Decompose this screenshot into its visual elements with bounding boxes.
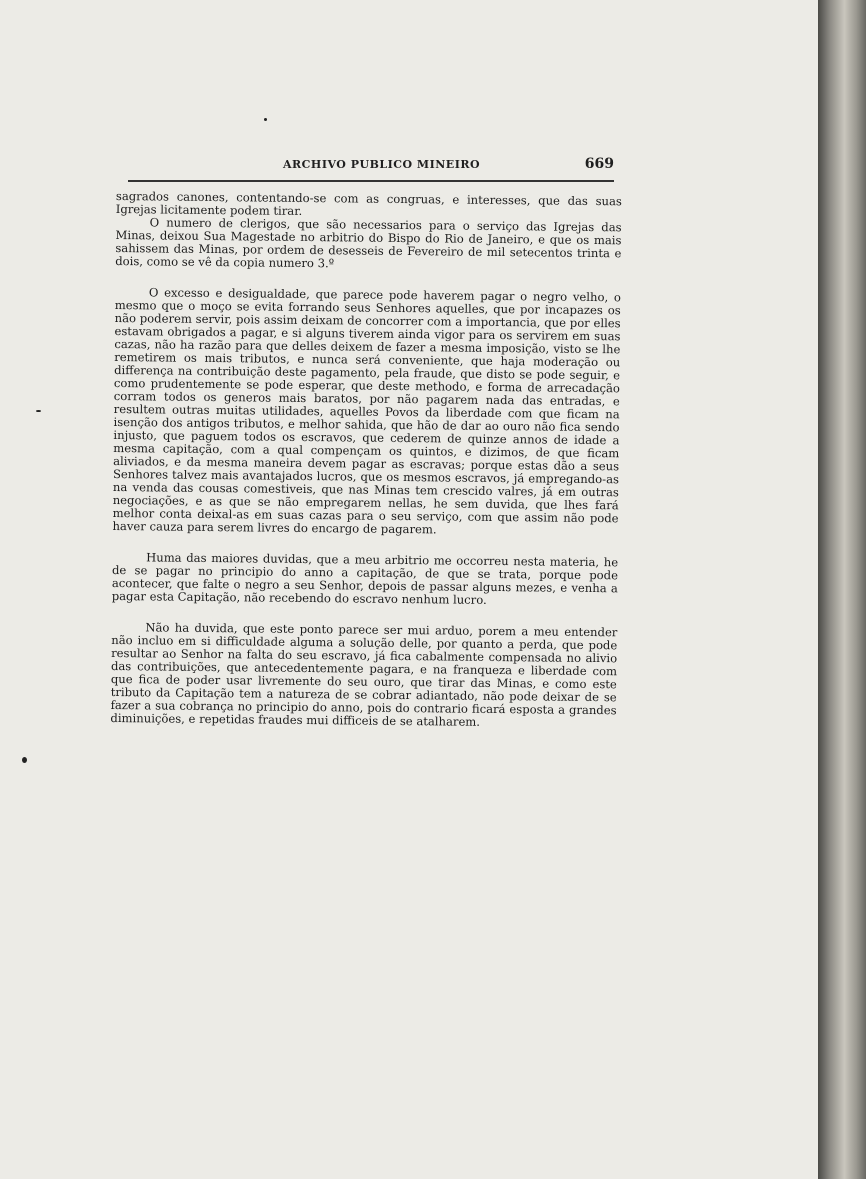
paragraph-no-doubt: Não ha duvida, que este ponto parece ser mui arduo, porem a meu entender não incluo em si difficuldade alguma a solução delle, por quanto a perda, que pode resultar ao Senhor na falta do seu escravo, já fica cabalmente compensada no alivio das contribuições, que antecedentemente pagara, e na franqueza e liberdade com que fica de poder usar livremente do seu ouro, que tirar das Minas, e como este tributo da Capitação tem a natureza de se cobrar adiantado, não pode deixar de se fazer a sua cobrança no principio do anno, pois do contrario ficará esposta a grandes diminuições, e repetidas fraudes mui difficeis de se atalharem.	[110, 620, 618, 729]
body-text	[110, 190, 622, 730]
header-title: ARCHIVO PUBLICO MINEIRO	[283, 158, 481, 171]
ink-speck	[264, 118, 267, 121]
ink-speck	[22, 757, 27, 763]
paragraph-excess-inequality: O excesso e desigualdade, que parece pode haverem pagar o negro velho, o mesmo que o moço se evita forrando seus Senhores aquelles, que por incapazes os não poderem servir, pois assim deixam de concorrer com a importancia, que por elles estavam obrigados a pagar, e si alguns tiverem ainda vigor para os servirem em suas cazas, não ha razão para que delles deixem de fazer a mesma imposição, visto se lhe remetirem os mais tributos, e nunca será conveniente, que haja moderação ou differença na contribuição deste pagamento, pela fraude, que disto se pode seguir, e como prudentemente se pode esperar, que deste methodo, e forma de arrecadação corram todos os generos mais baratos, por não pagarem nada das entradas, e resultem outras muitas utilidades, aquelles Povos da liberdade com que ficam na isenção dos antigos tributos, e melhor sahida, que hão de dar ao ouro não fica sendo injusto, que paguem todos os escravos, que cederem de quinze annos de idade a mesma capitação, com a qual compençam os quintos, e dizimos, de que ficam aliviados, e da mesma maneira devem pagar as escravas; porque estas dão a seus Senhores talvez mais avantajados lucros, que os mesmos escravos, já empregando-as na venda das cousas comestiveis, que nas Minas tem crescido valres, já em outras negociações, e as que se não empregarem nellas, he sem duvida, que lhes fará melhor conta deixal-as em suas cazas para o seu serviço, com que assim não pode haver cauza para serem livres do encargo de pagarem.	[112, 285, 621, 537]
paragraph-clergy-number: O numero de clerigos, que são necessarios para o serviço das Igrejas das Minas, deixou Sua Magestade no arbitrio do Bispo do Rio de Janeiro, e que os mais sahissem das Minas, por ordem de desesseis de Fevereiro de mil setecentos trinta e dois, como se vê da copia numero 3.º	[115, 215, 622, 271]
paragraph-major-doubt: Huma das maiores duvidas, que a meu arbitrio me occorreu nesta materia, he de se pagar no principio do anno a capitação, de que se trata, porque pode acontecer, que falte o negro a seu Senhor, depois de passar alguns mezes, e venha a pagar esta Capitação, não recebendo do escravo nenhum lucro.	[111, 550, 619, 607]
page-number: 669	[584, 156, 614, 172]
paragraph-continuation: sagrados canones, contentando-se com as congruas, e interesses, que das suas Igrejas licitamente podem tirar.	[115, 189, 622, 218]
ink-speck	[36, 410, 41, 412]
book-gutter	[818, 0, 866, 1179]
running-header	[128, 152, 614, 182]
